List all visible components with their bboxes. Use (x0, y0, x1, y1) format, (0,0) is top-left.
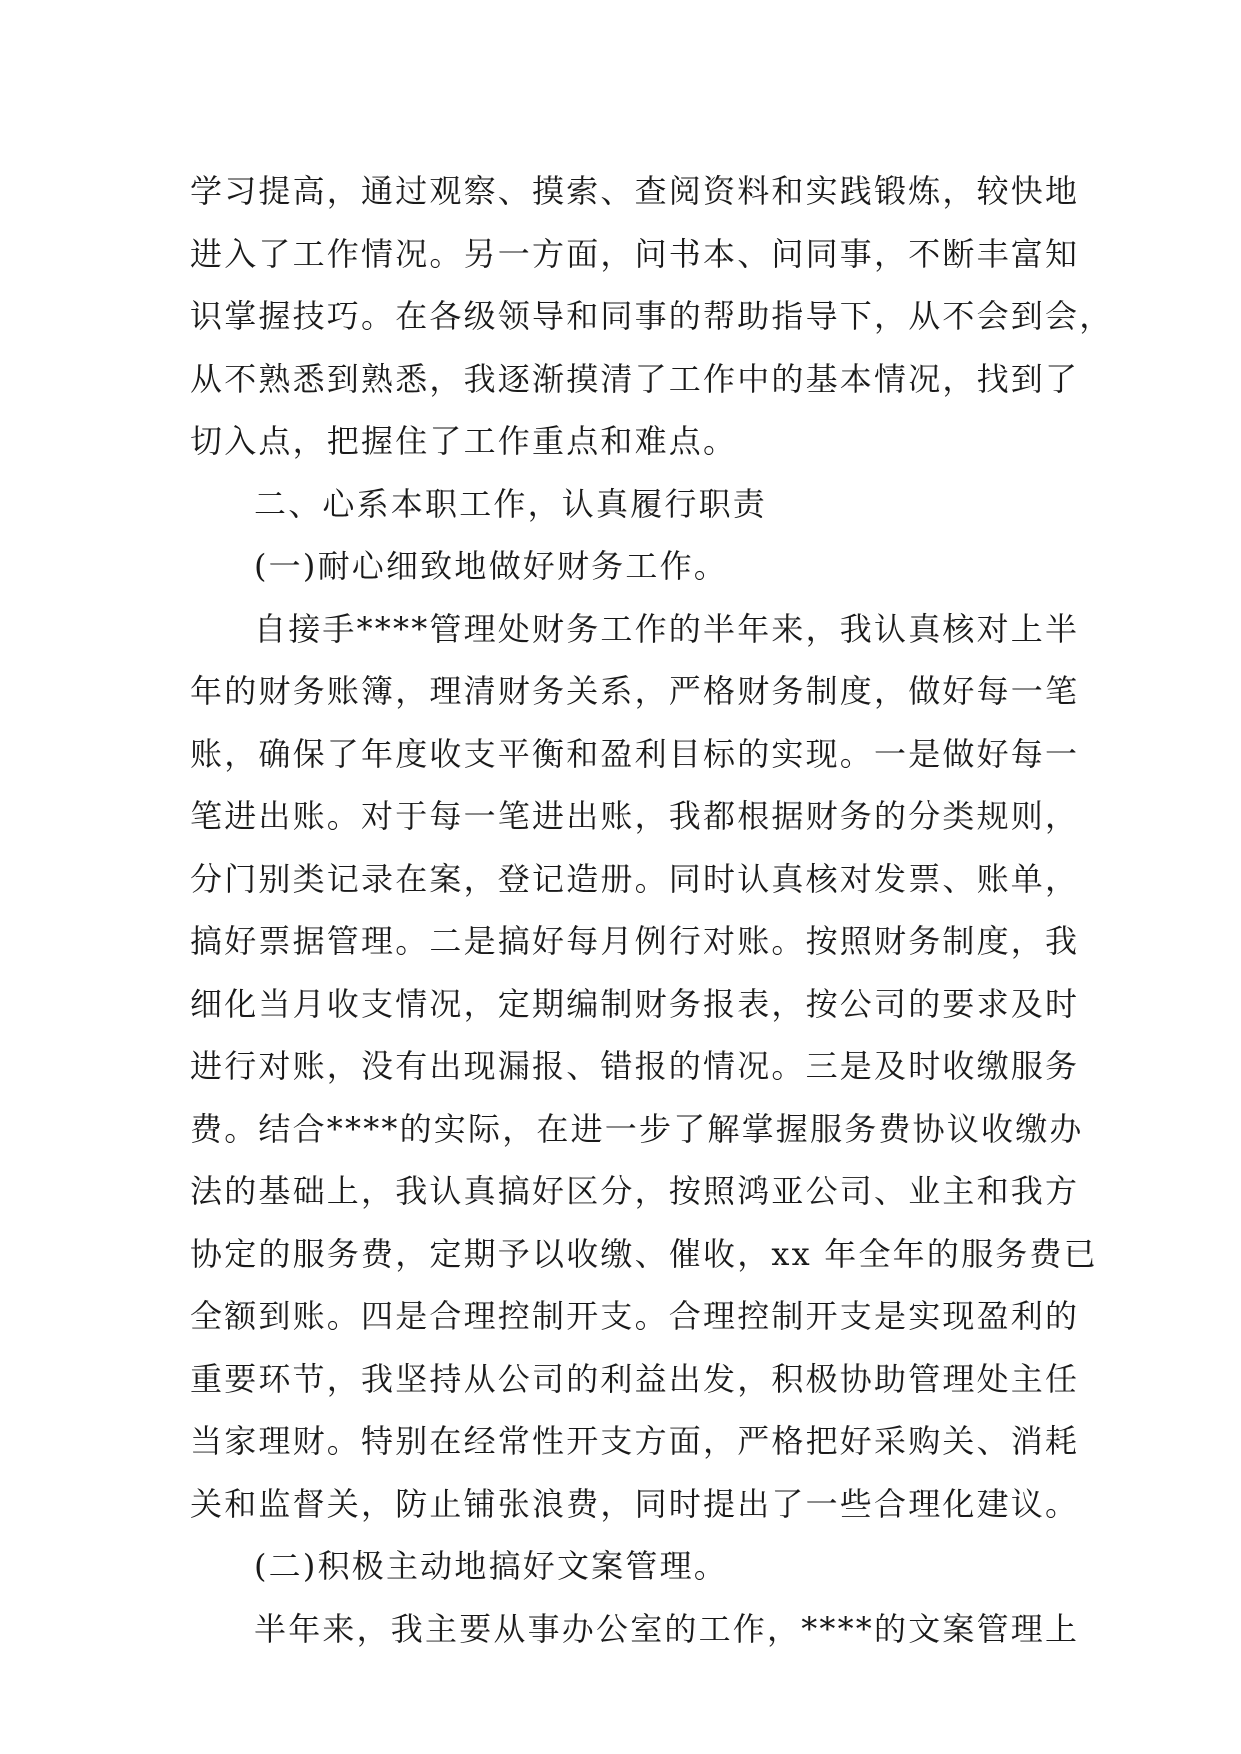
text-line: 自接手****管理处财务工作的半年来，我认真核对上半 (254, 609, 1080, 648)
text-line: 关和监督关，防止铺张浪费，同时提出了一些合理化建议。 (190, 1484, 1080, 1523)
text-line: 切入点，把握住了工作重点和难点。 (190, 422, 738, 460)
text-line: 账，确保了年度收支平衡和盈利目标的实现。一是做好每一 (190, 734, 1080, 773)
text-line: 重要环节，我坚持从公司的利益出发，积极协助管理处主任 (190, 1359, 1080, 1398)
text-line: 进行对账，没有出现漏报、错报的情况。三是及时收缴服务 (190, 1047, 1080, 1085)
text-line: 分门别类记录在案，登记造册。同时认真核对发票、账单， (190, 859, 1080, 898)
text-line: (二)积极主动地搞好文案管理。 (254, 1547, 728, 1585)
text-line: 搞好票据管理。二是搞好每月例行对账。按照财务制度，我 (190, 922, 1080, 960)
text-line: 年的财务账簿，理清财务关系，严格财务制度，做好每一笔 (190, 672, 1080, 710)
text-line: 细化当月收支情况，定期编制财务报表，按公司的要求及时 (190, 984, 1080, 1023)
text-line: 进入了工作情况。另一方面，问书本、问同事，不断丰富知 (190, 234, 1080, 273)
text-line: 全额到账。四是合理控制开支。合理控制开支是实现盈利的 (190, 1297, 1080, 1335)
text-line: 半年来，我主要从事办公室的工作，****的文案管理上 (254, 1609, 1080, 1648)
text-line: 识掌握技巧。在各级领导和同事的帮助指导下，从不会到会， (190, 297, 1114, 335)
text-line: 学习提高，通过观察、摸索、查阅资料和实践锻炼，较快地 (190, 172, 1080, 210)
text-line: 法的基础上，我认真搞好区分，按照鸿亚公司、业主和我方 (190, 1172, 1080, 1210)
text-line: 费。结合****的实际，在进一步了解掌握服务费协议收缴办 (190, 1109, 1084, 1148)
text-line: 二、心系本职工作，认真履行职责 (254, 484, 768, 523)
text-line: 协定的服务费，定期予以收缴、催收，xx 年全年的服务费已 (190, 1234, 1098, 1273)
text-line: 从不熟悉到熟悉，我逐渐摸清了工作中的基本情况，找到了 (190, 359, 1080, 398)
text-line: 当家理财。特别在经常性开支方面，严格把好采购关、消耗 (190, 1422, 1080, 1460)
text-line: 笔进出账。对于每一笔进出账，我都根据财务的分类规则， (190, 797, 1080, 835)
text-line: (一)耐心细致地做好财务工作。 (254, 547, 728, 585)
body-text (190, 160, 1114, 1660)
